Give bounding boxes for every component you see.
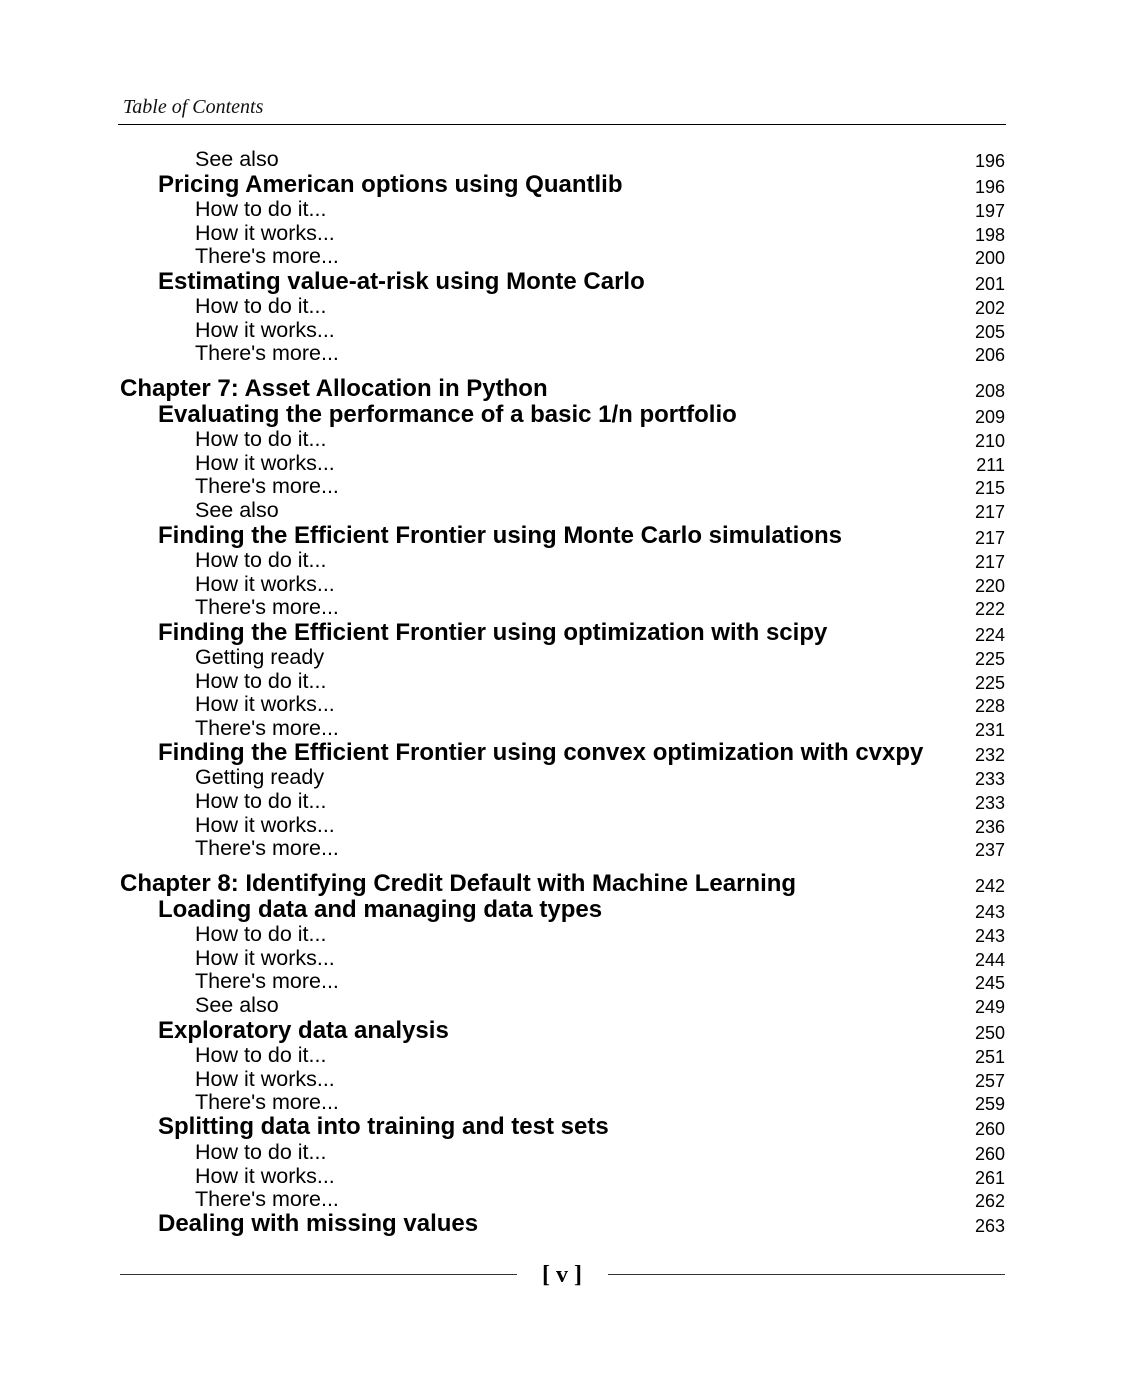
toc-entry-page-number: 225 (974, 673, 1005, 693)
toc-section-entry[interactable] (0, 269, 1125, 295)
toc-entry-title: There's more... (195, 1090, 339, 1114)
toc-subsection-entry[interactable] (0, 715, 1125, 741)
toc-entry-title: How to do it... (195, 1043, 327, 1067)
toc-entry-page-number: 244 (974, 950, 1005, 970)
toc-entry-page-number: 202 (974, 298, 1005, 318)
toc-section-entry[interactable] (0, 172, 1125, 198)
toc-entry-page-number: 217 (974, 502, 1005, 522)
toc-section-entry[interactable] (0, 1114, 1125, 1140)
page-number: [ v ] (542, 1262, 582, 1288)
toc-entry-page-number: 260 (974, 1119, 1005, 1139)
toc-entry-title: How it works... (195, 946, 335, 970)
toc-entry-page-number: 196 (974, 151, 1005, 171)
toc-entry-title: There's more... (195, 341, 339, 365)
toc-entry-title: Getting ready (195, 765, 325, 789)
toc-entry-page-number: 232 (974, 745, 1005, 765)
toc-section-entry[interactable] (0, 740, 1125, 766)
toc-subsection-entry[interactable] (0, 594, 1125, 620)
toc-entry-page-number: 208 (974, 381, 1005, 401)
toc-entry-page-number: 242 (974, 876, 1005, 896)
toc-subsection-entry[interactable] (0, 426, 1125, 452)
toc-section-entry[interactable] (0, 897, 1125, 923)
toc-entry-page-number: 243 (974, 926, 1005, 946)
toc-entry-title: There's more... (195, 836, 339, 860)
toc-entry-title: How to do it... (195, 427, 327, 451)
toc-entry-page-number: 263 (974, 1216, 1005, 1236)
toc-entry-page-number: 260 (974, 1144, 1005, 1164)
toc-subsection-entry[interactable] (0, 497, 1125, 523)
toc-entry-title: Loading data and managing data types (158, 896, 603, 923)
toc-entry-title: There's more... (195, 716, 339, 740)
toc-entry-title: How it works... (195, 451, 335, 475)
toc-entry-page-number: 262 (974, 1191, 1005, 1211)
toc-subsection-entry[interactable] (0, 473, 1125, 499)
toc-subsection-entry[interactable] (0, 1186, 1125, 1212)
toc-subsection-entry[interactable] (0, 1042, 1125, 1068)
toc-entry-title: See also (195, 147, 279, 171)
toc-entry-title: Chapter 7: Asset Allocation in Python (120, 375, 548, 402)
toc-entry-title: Evaluating the performance of a basic 1/n portfolio (158, 401, 737, 428)
toc-section-entry[interactable] (0, 523, 1125, 549)
toc-entry-title: Finding the Efficient Frontier using Monte Carlo simulations (158, 522, 843, 549)
toc-entry-page-number: 261 (974, 1168, 1005, 1188)
toc-entry-page-number: 237 (974, 840, 1005, 860)
toc-entry-page-number: 236 (974, 817, 1005, 837)
toc-subsection-entry[interactable] (0, 196, 1125, 222)
toc-entry-page-number: 231 (974, 720, 1005, 740)
toc-subsection-entry[interactable] (0, 992, 1125, 1018)
toc-entry-page-number: 249 (974, 997, 1005, 1017)
toc-subsection-entry[interactable] (0, 340, 1125, 366)
toc-entry-title: Finding the Efficient Frontier using optimization with scipy (158, 619, 828, 646)
toc-entry-title: Splitting data into training and test sets (158, 1113, 609, 1140)
toc-entry-page-number: 211 (976, 455, 1005, 475)
toc-entry-title: There's more... (195, 244, 339, 268)
toc-entry-title: How it works... (195, 572, 335, 596)
toc-entry-page-number: 251 (974, 1047, 1005, 1067)
toc-entry-title: How to do it... (195, 548, 327, 572)
toc-section-entry[interactable] (0, 402, 1125, 428)
toc-entry-title: How to do it... (195, 669, 327, 693)
toc-subsection-entry[interactable] (0, 243, 1125, 269)
toc-entry-page-number: 210 (974, 431, 1005, 451)
toc-entry-title: How it works... (195, 1067, 335, 1091)
toc-entry-page-number: 217 (974, 552, 1005, 572)
toc-entry-page-number: 217 (974, 528, 1005, 548)
running-header: Table of Contents (123, 96, 264, 118)
toc-entry-title: How to do it... (195, 294, 327, 318)
toc-entry-page-number: 259 (974, 1094, 1005, 1114)
toc-entry-page-number: 228 (974, 696, 1005, 716)
toc-entry-title: There's more... (195, 1187, 339, 1211)
toc-entry-title: How it works... (195, 692, 335, 716)
toc-entry-page-number: 215 (974, 478, 1005, 498)
toc-entry-page-number: 233 (974, 793, 1005, 813)
footer-rule-left (120, 1274, 517, 1275)
toc-entry-title: Pricing American options using Quantlib (158, 171, 623, 198)
toc-entry-page-number: 220 (974, 576, 1005, 596)
toc-section-entry[interactable] (0, 1211, 1125, 1237)
toc-entry-title: How it works... (195, 221, 335, 245)
toc-entry-page-number: 222 (974, 599, 1005, 619)
toc-entry-page-number: 200 (974, 248, 1005, 268)
toc-entry-title: There's more... (195, 595, 339, 619)
toc-entry-title: There's more... (195, 474, 339, 498)
toc-entry-title: Getting ready (195, 645, 325, 669)
toc-entry-page-number: 243 (974, 902, 1005, 922)
toc-entry-title: How it works... (195, 318, 335, 342)
toc-entry-title: Estimating value-at-risk using Monte Carlo (158, 268, 645, 295)
toc-entry-title: See also (195, 993, 279, 1017)
toc-section-entry[interactable] (0, 1018, 1125, 1044)
toc-entry-title: How to do it... (195, 1140, 327, 1164)
toc-entry-title: See also (195, 498, 279, 522)
toc-subsection-entry[interactable] (0, 1139, 1125, 1165)
toc-entry-title: Chapter 8: Identifying Credit Default with Machine Learning (120, 870, 797, 897)
toc-subsection-entry[interactable] (0, 644, 1125, 670)
toc-entry-page-number: 245 (974, 973, 1005, 993)
toc-entry-page-number: 201 (974, 274, 1005, 294)
toc-entry-title: How to do it... (195, 922, 327, 946)
toc-entry-title: Dealing with missing values (158, 1210, 479, 1237)
toc-subsection-entry[interactable] (0, 921, 1125, 947)
footer-rule-right (608, 1274, 1005, 1275)
toc-entry-title: How it works... (195, 1164, 335, 1188)
toc-entry-title: Exploratory data analysis (158, 1017, 449, 1044)
toc-entry-title: How to do it... (195, 197, 327, 221)
toc-subsection-entry[interactable] (0, 547, 1125, 573)
toc-entry-page-number: 209 (974, 407, 1005, 427)
toc-subsection-entry[interactable] (0, 146, 1125, 172)
toc-entry-title: There's more... (195, 969, 339, 993)
toc-subsection-entry[interactable] (0, 691, 1125, 717)
toc-subsection-entry[interactable] (0, 764, 1125, 790)
toc-entry-page-number: 198 (974, 225, 1005, 245)
toc-subsection-entry[interactable] (0, 788, 1125, 814)
toc-entry-title: How to do it... (195, 789, 327, 813)
toc-chapter-entry[interactable] (0, 871, 1125, 897)
toc-section-entry[interactable] (0, 620, 1125, 646)
toc-entry-title: How it works... (195, 813, 335, 837)
toc-entry-page-number: 205 (974, 322, 1005, 342)
toc-entry-page-number: 257 (974, 1071, 1005, 1091)
toc-entry-page-number: 196 (974, 177, 1005, 197)
toc-entry-page-number: 197 (974, 201, 1005, 221)
toc-entry-page-number: 250 (974, 1023, 1005, 1043)
toc-entry-page-number: 225 (974, 649, 1005, 669)
toc-subsection-entry[interactable] (0, 293, 1125, 319)
toc-subsection-entry[interactable] (0, 835, 1125, 861)
toc-entry-page-number: 206 (974, 345, 1005, 365)
toc-entry-page-number: 233 (974, 769, 1005, 789)
toc-subsection-entry[interactable] (0, 968, 1125, 994)
toc-subsection-entry[interactable] (0, 1089, 1125, 1115)
toc-entry-page-number: 224 (974, 625, 1005, 645)
toc-chapter-entry[interactable] (0, 376, 1125, 402)
toc-entry-title: Finding the Efficient Frontier using convex optimization with cvxpy (158, 739, 924, 766)
